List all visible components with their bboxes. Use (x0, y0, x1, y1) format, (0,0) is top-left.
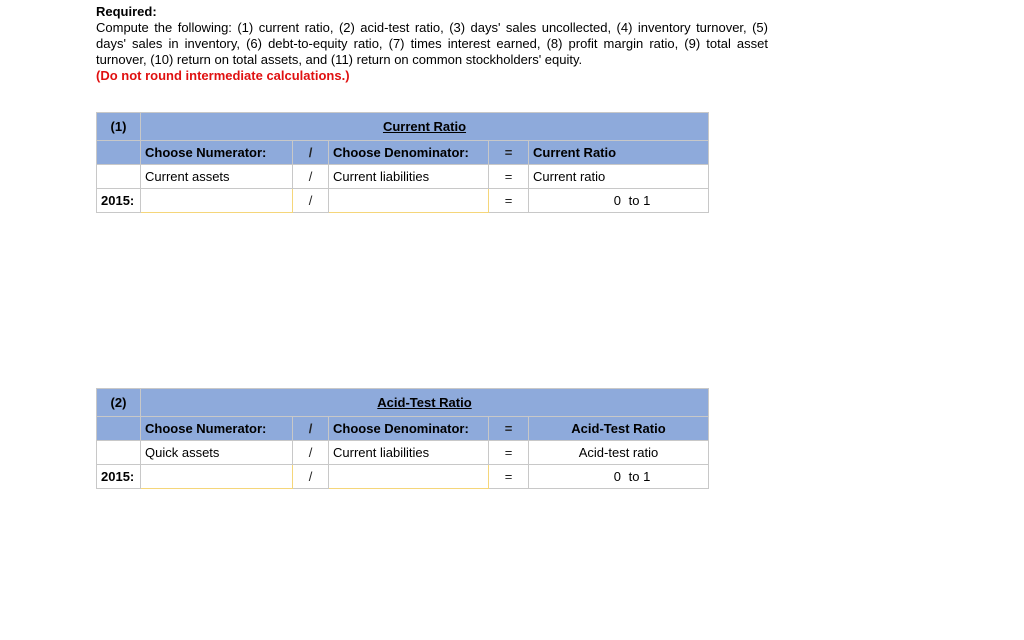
denominator-input[interactable] (329, 465, 489, 489)
required-heading: Required: (96, 4, 157, 19)
table-title: Acid-Test Ratio (141, 389, 709, 417)
equals-symbol: = (489, 189, 529, 213)
blank-cell (97, 165, 141, 189)
divide-symbol: / (293, 141, 329, 165)
divide-symbol: / (293, 417, 329, 441)
formula-numerator: Current assets (141, 165, 293, 189)
acid-test-ratio-table (96, 388, 709, 489)
ratio-result (529, 465, 709, 489)
numerator-header: Choose Numerator: (141, 141, 293, 165)
ratio-result (529, 189, 709, 213)
table-index: (2) (97, 389, 141, 417)
formula-result: Current ratio (529, 165, 709, 189)
formula-numerator: Quick assets (141, 441, 293, 465)
formula-denominator: Current liabilities (329, 165, 489, 189)
blank-cell (97, 417, 141, 441)
equals-symbol: = (489, 417, 529, 441)
ratio-value: 0 (613, 193, 621, 208)
equals-symbol: = (489, 441, 529, 465)
divide-symbol: / (293, 189, 329, 213)
divide-symbol: / (293, 165, 329, 189)
formula-result: Acid-test ratio (529, 441, 709, 465)
equals-symbol: = (489, 141, 529, 165)
current-ratio-table (96, 112, 709, 213)
result-header: Acid-Test Ratio (529, 417, 709, 441)
table-title: Current Ratio (141, 113, 709, 141)
denominator-header: Choose Denominator: (329, 417, 489, 441)
instructions (96, 4, 768, 84)
numerator-input[interactable] (141, 189, 293, 213)
year-label: 2015: (97, 189, 141, 213)
denominator-input[interactable] (329, 189, 489, 213)
denominator-header: Choose Denominator: (329, 141, 489, 165)
result-header: Current Ratio (529, 141, 709, 165)
blank-cell (97, 441, 141, 465)
ratio-value: 0 (613, 469, 621, 484)
numerator-input[interactable] (141, 465, 293, 489)
ratio-suffix: to 1 (628, 469, 651, 484)
rounding-warning: (Do not round intermediate calculations.) (96, 68, 350, 83)
table-index: (1) (97, 113, 141, 141)
divide-symbol: / (293, 441, 329, 465)
divide-symbol: / (293, 465, 329, 489)
required-text: Compute the following: (1) current ratio, (2) acid-test ratio, (3) days' sales uncollected, (4) inventory turnover, (5) days' sales in inventory, (6) debt-to-equity ratio, (7) times interest earned, (8) profit margin ratio, (9) total asset turnover, (10) return on total assets, and (11) return on common stockholders' equity. (96, 20, 768, 67)
formula-denominator: Current liabilities (329, 441, 489, 465)
ratio-suffix: to 1 (628, 193, 651, 208)
numerator-header: Choose Numerator: (141, 417, 293, 441)
blank-cell (97, 141, 141, 165)
equals-symbol: = (489, 465, 529, 489)
equals-symbol: = (489, 165, 529, 189)
year-label: 2015: (97, 465, 141, 489)
